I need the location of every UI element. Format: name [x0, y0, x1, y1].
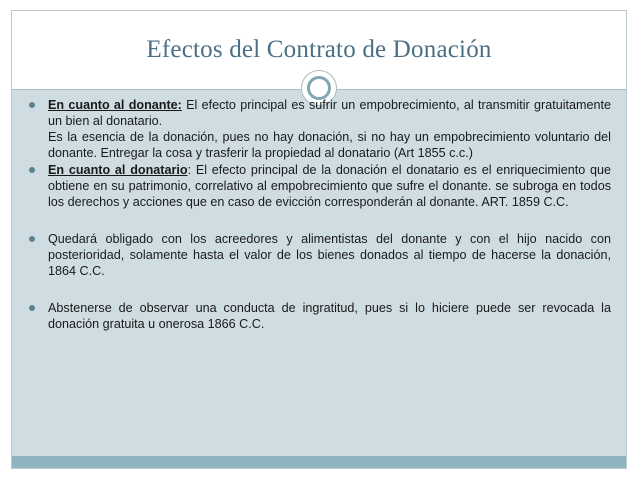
bullet-icon [29, 236, 35, 242]
bullet-item-obligado [27, 231, 611, 279]
bullet-text-donante: El efecto principal es sufrir un empobrecimiento, al transmitir gratuitamente un bien al donatario. [48, 98, 612, 128]
bullet-icon [29, 305, 35, 311]
bullet-icon [29, 102, 35, 108]
bullet-lead-donante: En cuanto al donante: [48, 98, 182, 112]
bullet-icon [29, 167, 35, 173]
bullet-lead-donatario: En cuanto al donatario [48, 163, 188, 177]
bullet-item-donatario [27, 162, 611, 210]
bullet-list [27, 97, 611, 332]
bullet-item-ingratitud [27, 300, 611, 332]
bullet-text-ingratitud: Abstenerse de observar una conducta de ingratitud, pues si lo hiciere puede ser revocada la donación gratuita u onerosa 1866 C.C. [48, 301, 611, 331]
bullet-text-donante-2: Es la esencia de la donación, pues no hay donación, si no hay un empobrecimiento voluntario del donante. Entregar la cosa y trasferir la propiedad al donatario (Art 1855 c.c.) [48, 130, 611, 160]
bullet-item-donante [27, 97, 611, 161]
bullet-text-donatario: : El efecto principal de la donación el donatario es el enriquecimiento que obtiene en su patrimonio, correlativo al empobrecimiento que sufre el donante. se subroga en todos los derechos y acciones que en caso de evicción corresponderán al donante. ART. 1859 C.C. [48, 163, 611, 209]
bullet-text-obligado: Quedará obligado con los acreedores y alimentistas del donante y con el hijo nacido con posterioridad, solamente hasta el valor de los bienes donados al tiempo de hacerse la donación, 1864 C.C. [48, 232, 611, 278]
footer-bar [12, 456, 626, 468]
slide-title: Efectos del Contrato de Donación [146, 36, 492, 63]
